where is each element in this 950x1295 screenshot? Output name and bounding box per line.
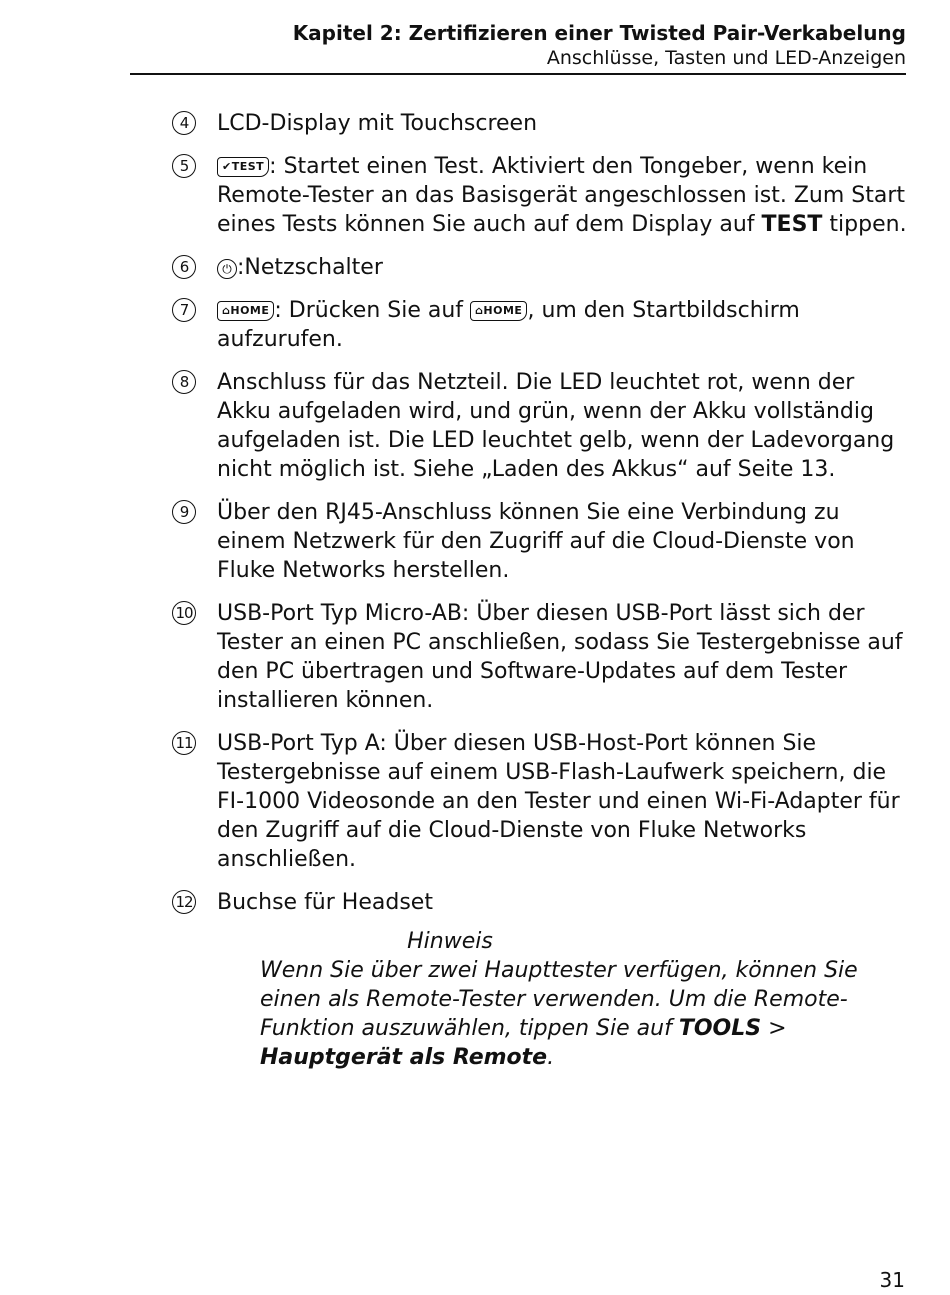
list-item <box>172 368 912 484</box>
item-text: Buchse für Headset <box>217 890 433 915</box>
list-item <box>172 152 912 239</box>
home-key-icon: ⌂HOME <box>470 301 527 321</box>
list-item <box>172 729 912 874</box>
callout-number: 8 <box>172 370 196 394</box>
section-title: Anschlüsse, Tasten und LED-Anzeigen <box>546 47 906 69</box>
item-text: Über den RJ45-Anschluss können Sie eine Verbindung zu einem Netzwerk für den Zugriff auf die Cloud-Dienste von Fluke Networks herstellen. <box>217 500 855 583</box>
callout-number: 5 <box>172 154 196 178</box>
item-text: ⌂HOME : Drücken Sie auf ⌂HOME , um den Startbildschirm aufzurufen. <box>217 298 800 352</box>
item-text: USB-Port Typ Micro-AB: Über diesen USB-Port lässt sich der Tester an einen PC anschließen, sodass Sie Testergebnisse auf den PC übertragen und Software-Updates auf dem Tester installieren können. <box>217 601 903 713</box>
page-number: 31 <box>879 1268 905 1292</box>
item-text: ⏻ :Netzschalter <box>217 253 912 282</box>
callout-number: 7 <box>172 298 196 322</box>
callout-number: 6 <box>172 255 196 279</box>
callout-number: 11 <box>172 731 196 755</box>
item-text: ✔TEST : Startet einen Test. Aktiviert den Tongeber, wenn kein Remote-Tester an das Basisgerät angeschlossen ist. Zum Start eines Tests können Sie auch auf dem Display auf TEST tippen. <box>217 154 907 237</box>
header-rule <box>130 73 906 75</box>
note-title: Hinweis <box>407 929 493 954</box>
note-block <box>260 927 900 1072</box>
test-key-icon: ✔TEST <box>217 157 269 177</box>
list-item <box>172 498 912 585</box>
callout-number: 9 <box>172 500 196 524</box>
list-item <box>172 296 912 354</box>
list-item <box>172 109 912 138</box>
callout-number: 10 <box>172 601 196 625</box>
chapter-title: Kapitel 2: Zertifizieren einer Twisted Pair-Verkabelung <box>292 21 906 45</box>
callout-number: 4 <box>172 111 196 135</box>
list-item <box>172 888 912 917</box>
home-key-icon: ⌂HOME <box>217 301 274 321</box>
list-item <box>172 599 912 715</box>
item-text: USB-Port Typ A: Über diesen USB-Host-Port können Sie Testergebnisse auf einem USB-Flash-Laufwerk speichern, die FI-1000 Videosonde an den Tester und einen Wi-Fi-Adapter für den Zugriff auf die Cloud-Dienste von Fluke Networks anschließen. <box>217 731 900 872</box>
list-item <box>172 253 912 282</box>
callout-number: 12 <box>172 890 196 914</box>
power-icon: ⏻ <box>217 259 237 279</box>
note-body: Wenn Sie über zwei Haupttester verfügen, können Sie einen als Remote-Tester verwenden. Um die Remote-Funktion auszuwählen, tippen Sie auf TOOLS > Hauptgerät als Remote. <box>260 958 858 1070</box>
item-text: LCD-Display mit Touchscreen <box>217 111 538 136</box>
callout-list <box>172 109 912 931</box>
item-text: Anschluss für das Netzteil. Die LED leuchtet rot, wenn der Akku aufgeladen wird, und grün, wenn der Akku vollständig aufgeladen ist. Die LED leuchtet gelb, wenn der Ladevorgang nicht möglich ist. Siehe „Laden des Akkus“ auf Seite 13. <box>217 370 895 482</box>
running-header <box>130 20 906 71</box>
